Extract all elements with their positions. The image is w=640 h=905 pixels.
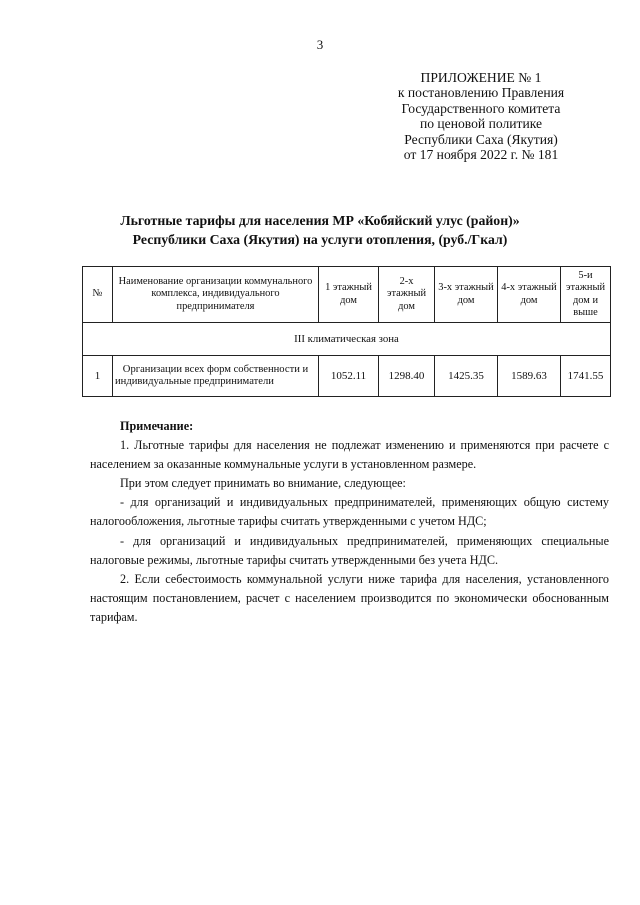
header-4-floor: 4-х этажный дом: [498, 267, 561, 323]
notes-section: [90, 417, 609, 627]
notes-heading: Примечание:: [120, 419, 194, 433]
appendix-line: Государственного комитета: [401, 100, 561, 116]
header-5-floor: 5-и этажный дом и выше: [561, 267, 611, 323]
header-3-floor: 3-х этажный дом: [435, 267, 498, 323]
header-number: №: [83, 267, 113, 323]
tariff-table: [82, 266, 611, 397]
note-paragraph: 2. Если себестоимость коммунальной услуги ниже тарифа для населения, установленного настоящим постановлением, расчет с населением производится по экономически обоснованным тарифам.: [90, 571, 609, 624]
climate-zone: III климатическая зона: [83, 323, 611, 356]
header-1-floor: 1 этажный дом: [319, 267, 379, 323]
row-number: 1: [83, 356, 113, 397]
table-row: [83, 356, 611, 397]
tariff-4-floor: 1589.63: [498, 356, 561, 397]
climate-zone-row: [83, 323, 611, 356]
appendix-header: [370, 70, 592, 162]
tariff-2-floor: 1298.40: [379, 356, 435, 397]
tariff-1-floor: 1052.11: [319, 356, 379, 397]
appendix-line: к постановлению Правления: [397, 85, 565, 101]
title-line: Льготные тарифы для населения МР «Кобяйский улус (район)»: [120, 213, 520, 228]
note-paragraph: - для организаций и индивидуальных предпринимателей, применяющих специальные налоговые режимы, льготные тарифы считать утвержденными без учета НДС.: [90, 533, 609, 567]
tariff-3-floor: 1425.35: [435, 356, 498, 397]
title-line: Республики Саха (Якутия) на услуги отопления, (руб./Гкал): [132, 232, 508, 247]
tariff-5-floor: 1741.55: [561, 356, 611, 397]
appendix-line: по ценовой политике: [419, 116, 543, 132]
document-title: [60, 211, 580, 249]
row-organization: Организации всех форм собственности и индивидуальные предприниматели: [113, 356, 319, 397]
appendix-line: ПРИЛОЖЕНИЕ № 1: [420, 70, 542, 85]
appendix-line: Республики Саха (Якутия): [404, 131, 558, 147]
appendix-line: от 17 ноября 2022 г. № 181: [403, 147, 559, 163]
header-2-floor: 2-х этажный дом: [379, 267, 435, 323]
note-paragraph: 1. Льготные тарифы для населения не подлежат изменению и применяются при расчете с населением за оказанные коммунальные услуги в установленном размере.: [90, 438, 609, 472]
table-header-row: [83, 267, 611, 323]
page-number: 3: [316, 37, 324, 52]
note-paragraph: При этом следует принимать во внимание, следующее:: [120, 476, 406, 491]
note-paragraph: - для организаций и индивидуальных предпринимателей, применяющих общую систему налогообложения, льготные тарифы считать утвержденными с учетом НДС;: [90, 495, 609, 529]
header-organization: Наименование организации коммунального комплекса, индивидуального предпринимателя: [113, 267, 319, 323]
